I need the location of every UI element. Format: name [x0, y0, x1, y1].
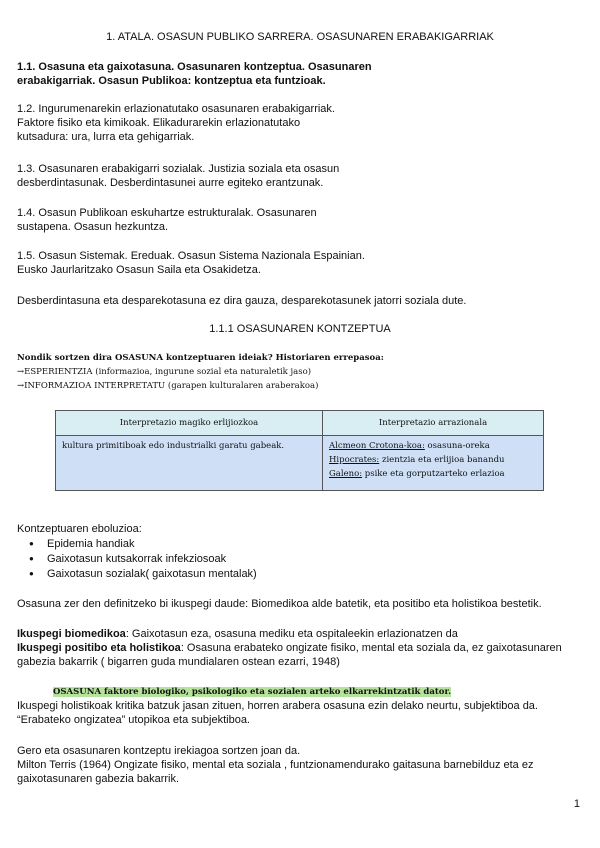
- evolution-heading: Kontzeptuaren eboluzioa:: [17, 523, 142, 535]
- author-desc: zientzia eta erlijioa banandu: [379, 455, 505, 465]
- section-1-4-line-1: 1.4. Osasun Publikoan eskuhartze estrukturalak. Osasunaren: [17, 207, 317, 219]
- section-1-3: [17, 162, 339, 190]
- highlight-sentence: [53, 685, 451, 699]
- gero-line-2: Milton Terris (1964) Ongizate fisiko, mental eta soziala , funtzionamendurako gaitasuna barnebilduz eta ez: [17, 759, 534, 771]
- highlight-text: OSASUNA faktore biologiko, psikologiko eta sozialen arteko elkarrekintzatik dator.: [53, 687, 452, 697]
- header-magiko: Interpretazio magiko erlijiozkoa: [56, 411, 323, 436]
- biomedikoa-line: [17, 627, 597, 641]
- gero-line-1: Gero eta osasunaren kontzeptu irekiagoa sortzen joan da.: [17, 745, 301, 757]
- section-1-3-line-2: desberdintasunak. Desberdintasunei aurre egiteko erantzunak.: [17, 177, 324, 189]
- biomedikoa-text: : Gaixotasun eza, osasuna mediku eta ospitaleekin erlazionatzen da: [125, 628, 458, 640]
- section-1-5: [17, 249, 365, 277]
- table-row: [329, 453, 537, 467]
- author-name: Alcmeon Crotona-koa:: [329, 441, 425, 451]
- holistikoa-label: Ikuspegi positibo eta holistikoa: [17, 642, 181, 654]
- section-1-1-line-2: erabakigarriak. Osasun Publikoa: kontzeptua eta funtzioak.: [17, 75, 326, 87]
- table-row: [329, 467, 537, 481]
- evolution-list: [17, 537, 257, 582]
- chapter-title: 1. ATALA. OSASUN PUBLIKO SARRERA. OSASUNAREN ERABAKIGARRIAK: [106, 31, 494, 43]
- section-1-1: [17, 60, 372, 88]
- table-header-row: [56, 411, 544, 436]
- table-body-row: [56, 436, 544, 491]
- section-1-2-line-3: kutsadura: ura, lurra eta gehigarriak.: [17, 131, 195, 143]
- list-item: ● Epidemia handiak: [37, 537, 257, 552]
- table-row: [329, 439, 537, 453]
- header-arrazionala: Interpretazio arrazionala: [323, 411, 544, 436]
- subtitle-kontzeptua: 1.1.1 OSASUNAREN KONTZEPTUA: [209, 323, 391, 335]
- ikuspegi-intro: Osasuna zer den definitzeko bi ikuspegi daude: Biomedikoa alde batetik, eta positibo eta holistikoa bestetik.: [17, 598, 542, 610]
- history-esperientzia: →ESPERIENTZIA (informazioa, ingurune sozial eta naturaletik jaso): [17, 367, 312, 377]
- cell-arrazionala: [323, 436, 544, 491]
- cell-magiko: kultura primitiboak edo industrialki garatu gabeak.: [56, 436, 323, 491]
- page-number: 1: [573, 798, 580, 810]
- biomedikoa-label: Ikuspegi biomedikoa: [17, 628, 126, 640]
- author-name: Hipocrates:: [329, 455, 380, 465]
- section-1-2-line-1: 1.2. Ingurumenarekin erlazionatutako osasunaren erabakigarriak.: [17, 103, 335, 115]
- section-1-4-line-2: sustapena. Osasun hezkuntza.: [17, 221, 169, 233]
- list-item: ● Gaixotasun kutsakorrak infekziosoak: [37, 552, 257, 567]
- history-question: Nondik sortzen dira OSASUNA kontzeptuaren ideiak? Historiaren errepasoa:: [17, 353, 384, 363]
- section-1-1-line-1: 1.1. Osasuna eta gaixotasuna. Osasunaren kontzeptua. Osasunaren: [17, 61, 372, 73]
- holistikoa-line: [17, 641, 597, 655]
- section-1-2: [17, 102, 335, 144]
- author-desc: osasuna-oreka: [424, 441, 490, 451]
- history-block: [17, 351, 384, 393]
- list-item: ● Gaixotasun sozialak( gaixotasun mentalak): [37, 567, 257, 582]
- section-1-3-line-1: 1.3. Osasunaren erabakigarri sozialak. Justizia soziala eta osasun: [17, 163, 340, 175]
- kritika-line-2: “Erabateko ongizatea” utopikoa eta subjektiboa.: [17, 714, 250, 726]
- interpretation-table: [55, 410, 544, 491]
- author-desc: psike eta gorputzarteko erlazioa: [362, 469, 505, 479]
- holistikoa-line-2: gabezia bakarrik ( bigarren guda mundialaren ostean ezarri, 1948): [17, 656, 340, 668]
- author-name: Galeno:: [329, 469, 363, 479]
- section-1-5-line-1: 1.5. Osasun Sistemak. Ereduak. Osasun Sistema Nazionala Espainian.: [17, 250, 365, 262]
- holistikoa-text: : Osasuna erabateko ongizate fisiko, mental eta soziala da, ez gaixotasunaren: [180, 642, 562, 654]
- kritika-line-1: Ikuspegi holistikoak kritika batzuk jasan zituen, horren arabera osasuna ezin delako neurtu, subjektiboa da.: [17, 700, 538, 712]
- gero-line-3: gaixotasunaren gabezia bakarrik.: [17, 773, 180, 785]
- section-1-5-line-2: Eusko Jaurlaritzako Osasun Saila eta Osakidetza.: [17, 264, 261, 276]
- desberdintasuna-text: Desberdintasuna eta desparekotasuna ez dira gauza, desparekotasunek jatorri soziala dute.: [17, 295, 467, 307]
- kritika-block: [17, 699, 538, 727]
- section-1-4: [17, 206, 317, 234]
- history-informazioa: →INFORMAZIOA INTERPRETATU (garapen kulturalaren araberakoa): [17, 381, 319, 391]
- gero-block: [17, 744, 533, 786]
- ikuspegi-block: [17, 627, 597, 669]
- section-1-2-line-2: Faktore fisiko eta kimikoak. Elikadurarekin erlazionatutako: [17, 117, 301, 129]
